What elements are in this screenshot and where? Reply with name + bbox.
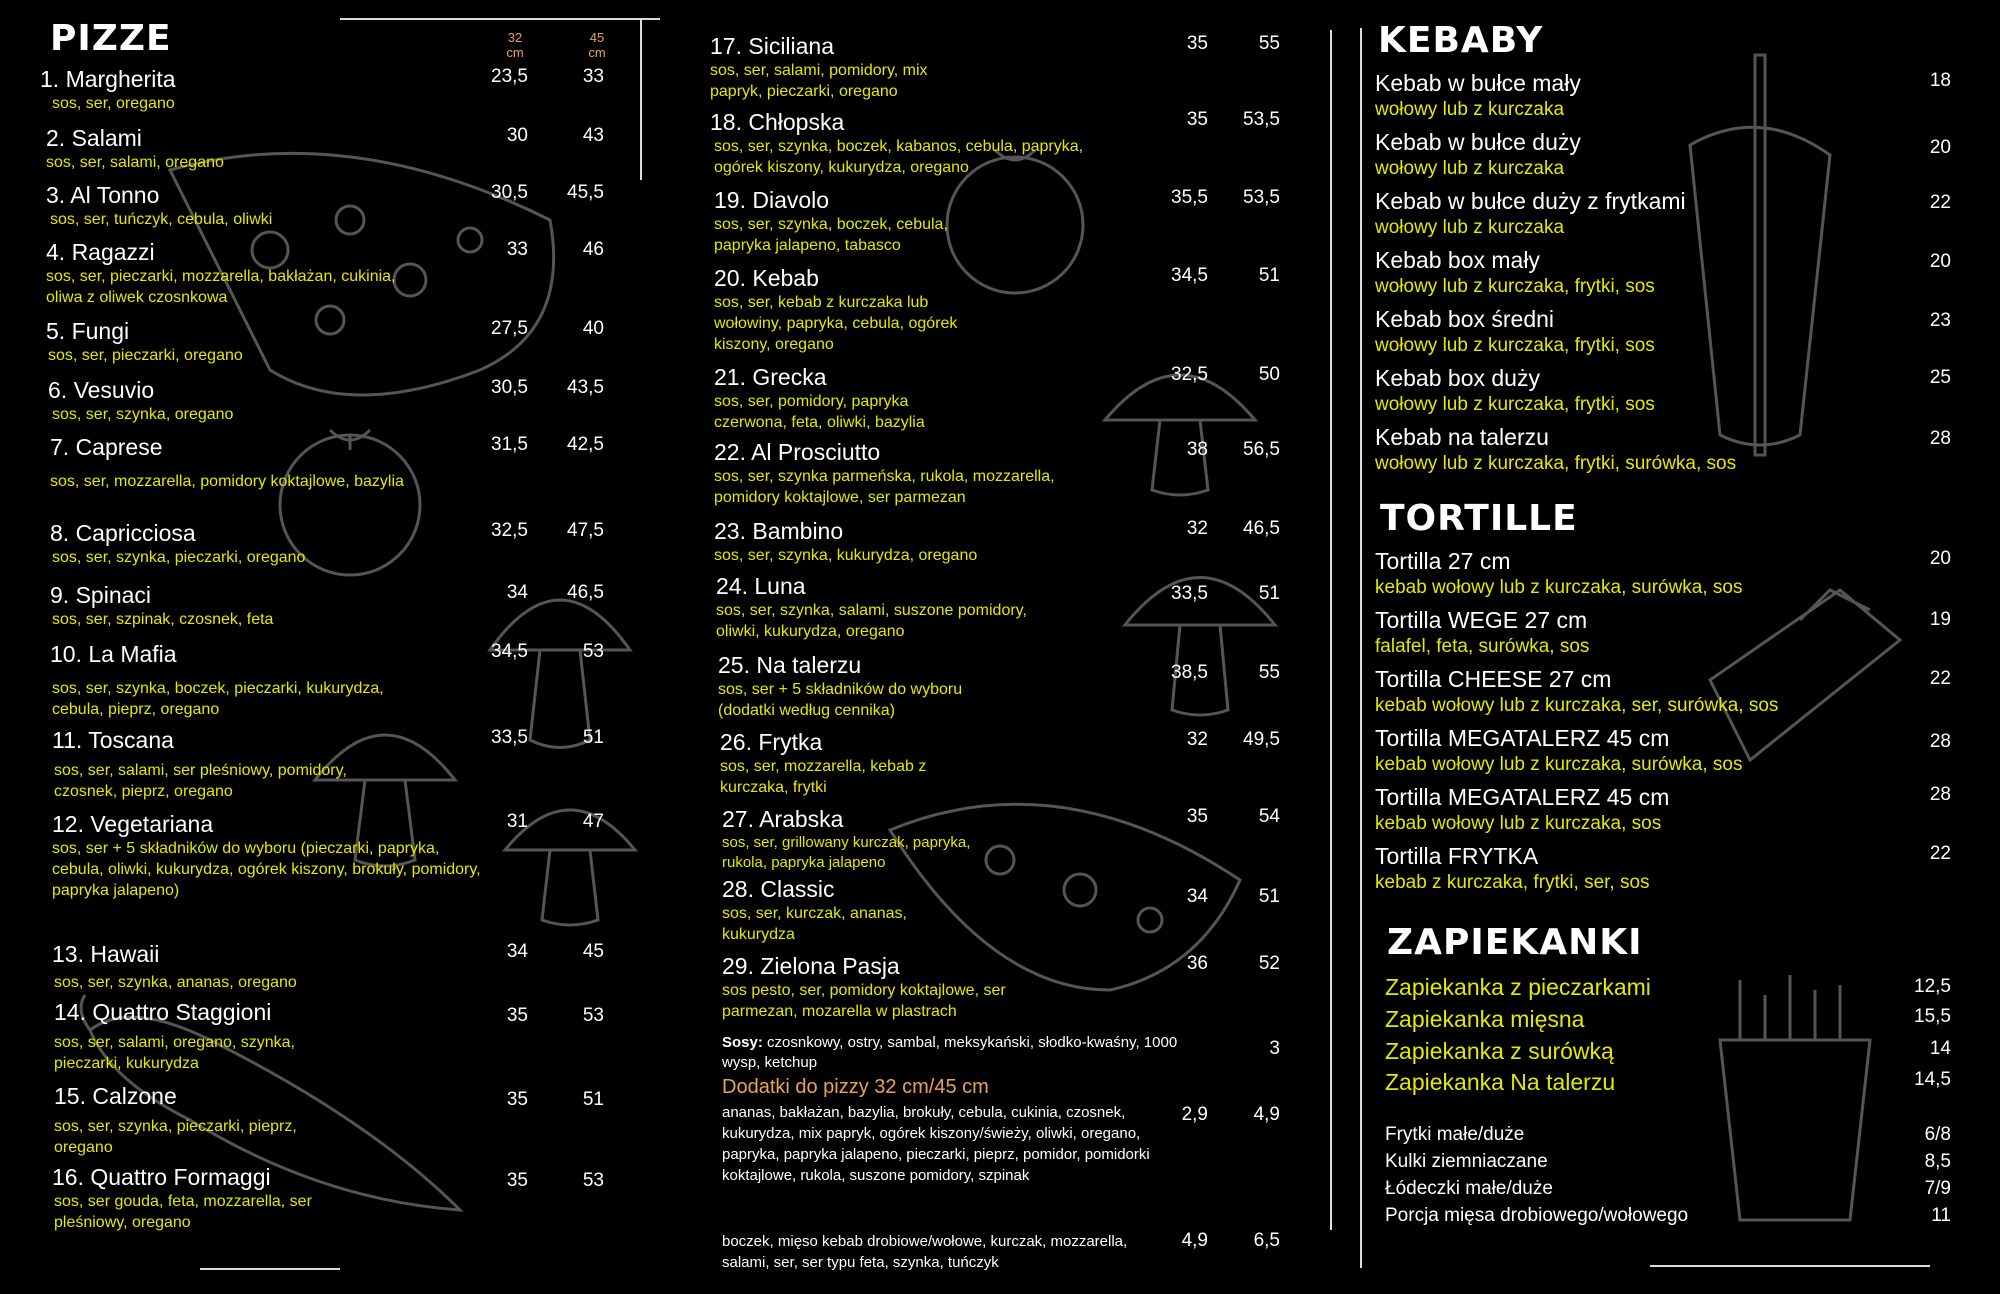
price-32: 38 bbox=[1186, 439, 1208, 460]
toppings-group-2-price-45: 6,5 bbox=[1253, 1230, 1280, 1251]
menu-item bbox=[710, 33, 1290, 102]
price-45: 53 bbox=[582, 1005, 604, 1026]
price-32: 31 bbox=[506, 811, 528, 832]
price-45: 42,5 bbox=[567, 434, 604, 455]
menu-item bbox=[710, 729, 1290, 798]
frame-line bbox=[640, 20, 642, 180]
item-desc: sos, ser, szynka, boczek, pieczarki, kukurydza, cebula, pieprz, oregano bbox=[52, 680, 384, 718]
item-desc: sos, ser gouda, feta, mozzarella, ser pleśniowy, oregano bbox=[54, 1193, 312, 1231]
price-45: 55 bbox=[1258, 662, 1280, 683]
item-name: 20. Kebab bbox=[714, 265, 819, 291]
item-name: 9. Spinaci bbox=[50, 582, 152, 608]
item-name: 15. Calzone bbox=[54, 1083, 177, 1109]
menu-item bbox=[1375, 247, 1965, 300]
item-desc: sos, ser, salami, pomidory, mix papryk, pieczarki, oregano bbox=[710, 62, 928, 100]
item-price: 12,5 bbox=[1914, 976, 1951, 997]
price-45: 51 bbox=[1258, 886, 1280, 907]
menu-item bbox=[40, 239, 640, 308]
price-45: 51 bbox=[1258, 265, 1280, 286]
item-name: 10. La Mafia bbox=[50, 641, 177, 667]
menu-item bbox=[1375, 1151, 1965, 1173]
item-price: 7/9 bbox=[1924, 1178, 1951, 1199]
menu-item bbox=[1375, 365, 1965, 418]
item-desc: sos, ser, salami, oregano, szynka, pieczarki, kukurydza bbox=[54, 1034, 295, 1072]
menu-item bbox=[40, 727, 640, 802]
pizze-title: PIZZE bbox=[50, 18, 172, 59]
price-45: 49,5 bbox=[1243, 729, 1280, 750]
price-45: 51 bbox=[582, 727, 604, 748]
menu-item bbox=[710, 439, 1290, 508]
item-name: Kebab w bułce mały bbox=[1375, 70, 1581, 96]
menu-item bbox=[40, 434, 640, 492]
price-45: 50 bbox=[1258, 364, 1280, 385]
item-desc: sos, ser, szynka, oregano bbox=[52, 406, 234, 423]
price-32: 35 bbox=[506, 1170, 528, 1191]
menu-item bbox=[710, 518, 1290, 566]
item-desc: wołowy lub z kurczaka, frytki, sos bbox=[1375, 335, 1655, 356]
item-name: 8. Capricciosa bbox=[50, 520, 196, 546]
menu-item bbox=[40, 1164, 640, 1233]
toppings-group-2: boczek, mięso kebab drobiowe/wołowe, kurczak, mozzarella, salami, ser, ser typu feta, szynka, tuńczyk bbox=[722, 1233, 1128, 1271]
item-price: 14,5 bbox=[1914, 1069, 1951, 1090]
item-name: Tortilla MEGATALERZ 45 cm bbox=[1375, 784, 1670, 810]
item-desc: sos, ser, szynka, boczek, cebula, papryka jalapeno, tabasco bbox=[714, 216, 948, 254]
item-name: 16. Quattro Formaggi bbox=[52, 1164, 271, 1190]
tortille-title: TORTILLE bbox=[1380, 498, 1578, 539]
item-desc: kebab wołowy lub z kurczaka, surówka, sos bbox=[1375, 577, 1743, 598]
zapiekanki-title: ZAPIEKANKI bbox=[1387, 922, 1643, 963]
menu-item bbox=[710, 265, 1290, 355]
item-desc: sos, ser, salami, ser pleśniowy, pomidory, czosnek, pieprz, oregano bbox=[54, 762, 347, 800]
item-name: 21. Grecka bbox=[714, 364, 827, 390]
toppings-group-1-price-32: 2,9 bbox=[1181, 1104, 1208, 1125]
menu-item bbox=[1375, 306, 1965, 359]
price-45: 45,5 bbox=[567, 182, 604, 203]
menu-item bbox=[1375, 1006, 1965, 1033]
item-name: Tortilla 27 cm bbox=[1375, 548, 1511, 574]
price-45: 53 bbox=[582, 1170, 604, 1191]
price-45: 43,5 bbox=[567, 377, 604, 398]
item-name: 1. Margherita bbox=[40, 66, 176, 92]
price-45: 53,5 bbox=[1243, 187, 1280, 208]
item-desc: sos, ser, kurczak, ananas, kukurydza bbox=[722, 905, 907, 943]
item-name: Kebab box średni bbox=[1375, 306, 1555, 332]
item-desc: sos, ser, oregano bbox=[52, 95, 175, 112]
size-32-header: 32 cm bbox=[506, 30, 524, 60]
price-45: 56,5 bbox=[1243, 439, 1280, 460]
price-32: 34,5 bbox=[1171, 265, 1208, 286]
item-name: 13. Hawaii bbox=[52, 941, 160, 967]
item-name: 12. Vegetariana bbox=[52, 811, 214, 837]
item-desc: sos, ser, szynka, kukurydza, oregano bbox=[714, 547, 978, 564]
price-45: 40 bbox=[582, 318, 604, 339]
item-desc: sos, ser, pomidory, papryka czerwona, feta, oliwki, bazylia bbox=[714, 393, 925, 431]
item-price: 8,5 bbox=[1924, 1151, 1951, 1172]
item-desc: kebab wołowy lub z kurczaka, sos bbox=[1375, 813, 1662, 834]
menu-item bbox=[40, 641, 640, 720]
price-32: 35 bbox=[506, 1089, 528, 1110]
item-name: Zapiekanka Na talerzu bbox=[1385, 1069, 1616, 1095]
toppings-group-1-price-45: 4,9 bbox=[1253, 1104, 1280, 1125]
price-32: 30,5 bbox=[491, 377, 528, 398]
item-name: Frytki małe/duże bbox=[1385, 1124, 1525, 1145]
menu-item bbox=[1375, 129, 1965, 182]
item-name: 19. Diavolo bbox=[714, 187, 830, 213]
sauces-price: 3 bbox=[1269, 1038, 1280, 1059]
item-desc: sos, ser, mozzarella, kebab z kurczaka, frytki bbox=[720, 758, 927, 796]
item-price: 15,5 bbox=[1914, 1006, 1951, 1027]
item-price: 22 bbox=[1929, 192, 1951, 213]
price-32: 34 bbox=[506, 582, 528, 603]
item-price: 19 bbox=[1929, 609, 1951, 630]
price-32: 33,5 bbox=[1171, 583, 1208, 604]
item-price: 28 bbox=[1929, 784, 1951, 805]
item-price: 6/8 bbox=[1924, 1124, 1951, 1145]
item-name: Kebab box mały bbox=[1375, 247, 1540, 273]
item-name: 28. Classic bbox=[722, 876, 835, 902]
item-name: Kebab box duży bbox=[1375, 365, 1540, 391]
price-32: 32,5 bbox=[1171, 364, 1208, 385]
price-32: 30,5 bbox=[491, 182, 528, 203]
item-price: 22 bbox=[1929, 668, 1951, 689]
price-45: 54 bbox=[1258, 806, 1280, 827]
item-desc: sos, ser + 5 składników do wyboru (dodatki według cennika) bbox=[718, 681, 963, 719]
item-desc: sos, ser, salami, oregano bbox=[46, 154, 224, 171]
price-45: 46 bbox=[582, 239, 604, 260]
menu-item bbox=[710, 953, 1290, 1022]
item-name: Zapiekanka z pieczarkami bbox=[1385, 974, 1651, 1000]
item-name: Tortilla CHEESE 27 cm bbox=[1375, 666, 1612, 692]
item-name: Porcja mięsa drobiowego/wołowego bbox=[1385, 1205, 1689, 1226]
menu-item bbox=[1375, 607, 1965, 660]
item-name: 17. Siciliana bbox=[710, 33, 835, 59]
item-name: 26. Frytka bbox=[720, 729, 823, 755]
item-name: Tortilla WEGE 27 cm bbox=[1375, 607, 1588, 633]
pizza-column-2 bbox=[710, 0, 1290, 1294]
price-32: 31,5 bbox=[491, 434, 528, 455]
item-desc: wołowy lub z kurczaka, frytki, sos bbox=[1375, 276, 1655, 297]
item-name: 4. Ragazzi bbox=[46, 239, 155, 265]
menu-item bbox=[1375, 70, 1965, 123]
frame-line bbox=[1330, 30, 1332, 1230]
item-desc: wołowy lub z kurczaka bbox=[1375, 217, 1565, 238]
price-45: 47,5 bbox=[567, 520, 604, 541]
item-name: 2. Salami bbox=[46, 125, 142, 151]
price-45: 55 bbox=[1258, 33, 1280, 54]
price-45: 47 bbox=[582, 811, 604, 832]
item-price: 20 bbox=[1929, 548, 1951, 569]
frame-line bbox=[1360, 28, 1362, 1268]
item-price: 28 bbox=[1929, 731, 1951, 752]
price-32: 35 bbox=[506, 1005, 528, 1026]
price-32: 35,5 bbox=[1171, 187, 1208, 208]
item-desc: sos pesto, ser, pomidory koktajlowe, ser parmezan, mozarella w plastrach bbox=[722, 982, 1006, 1020]
item-price: 20 bbox=[1929, 137, 1951, 158]
item-name: Kebab w bułce duży bbox=[1375, 129, 1581, 155]
item-price: 25 bbox=[1929, 367, 1951, 388]
item-name: Tortilla MEGATALERZ 45 cm bbox=[1375, 725, 1670, 751]
price-32: 34 bbox=[1186, 886, 1208, 907]
price-32: 32 bbox=[1186, 518, 1208, 539]
item-desc: wołowy lub z kurczaka, frytki, surówka, sos bbox=[1375, 453, 1737, 474]
item-name: Zapiekanka mięsna bbox=[1385, 1006, 1585, 1032]
kebaby-title: KEBABY bbox=[1378, 20, 1544, 61]
item-price: 28 bbox=[1929, 428, 1951, 449]
item-name: Tortilla FRYTKA bbox=[1375, 843, 1539, 869]
menu-item bbox=[1375, 974, 1965, 1001]
item-desc: sos, ser, kebab z kurczaka lub wołowiny, papryka, cebula, ogórek kiszony, oregano bbox=[714, 294, 958, 353]
menu-item bbox=[40, 125, 640, 173]
item-price: 11 bbox=[1931, 1205, 1951, 1226]
size-45-header: 45 cm bbox=[588, 30, 606, 60]
item-name: 14. Quattro Staggioni bbox=[54, 999, 272, 1025]
item-desc: kebab wołowy lub z kurczaka, ser, surówka, sos bbox=[1375, 695, 1779, 716]
menu-item bbox=[1375, 424, 1965, 477]
toppings-group-1: ananas, bakłażan, bazylia, brokuły, cebula, cukinia, czosnek, kukurydza, mix papryk, ogórek kiszony/świeży, oliwki, oregano, papryka, papryka jalapeno, pieczarki, pieprz, pomidor, pomidorki koktajlowe, rukola, suszone pomidory, szpinak bbox=[722, 1104, 1150, 1184]
price-45: 33 bbox=[582, 66, 604, 87]
item-name: 29. Zielona Pasja bbox=[722, 953, 900, 979]
price-32: 38,5 bbox=[1171, 662, 1208, 683]
price-45: 46,5 bbox=[1243, 518, 1280, 539]
menu-item bbox=[710, 652, 1290, 721]
price-32: 34,5 bbox=[491, 641, 528, 662]
item-name: 25. Na talerzu bbox=[718, 652, 862, 678]
item-name: 5. Fungi bbox=[46, 318, 130, 344]
item-price: 23 bbox=[1929, 310, 1951, 331]
price-32: 32,5 bbox=[491, 520, 528, 541]
item-desc: sos, ser, mozzarella, pomidory koktajlowe, bazylia bbox=[50, 473, 404, 490]
sauces-info bbox=[722, 1033, 1192, 1073]
item-name: Łódeczki małe/duże bbox=[1385, 1178, 1553, 1199]
menu-item bbox=[710, 573, 1290, 642]
price-32: 33 bbox=[506, 239, 528, 260]
item-price: 18 bbox=[1929, 70, 1951, 91]
price-32: 27,5 bbox=[491, 318, 528, 339]
item-desc: sos, ser, pieczarki, oregano bbox=[48, 347, 243, 364]
menu-item bbox=[40, 1083, 640, 1158]
menu-item bbox=[1375, 1038, 1965, 1065]
item-name: 23. Bambino bbox=[714, 518, 844, 544]
price-45: 53,5 bbox=[1243, 109, 1280, 130]
menu-item bbox=[40, 520, 640, 568]
price-45: 45 bbox=[582, 941, 604, 962]
item-name: Zapiekanka z surówką bbox=[1385, 1038, 1614, 1064]
price-32: 36 bbox=[1186, 953, 1208, 974]
item-desc: sos, ser, tuńczyk, cebula, oliwki bbox=[50, 211, 273, 228]
price-45: 53 bbox=[582, 641, 604, 662]
price-32: 35 bbox=[1186, 806, 1208, 827]
item-price: 14 bbox=[1929, 1038, 1951, 1059]
item-desc: wołowy lub z kurczaka bbox=[1375, 99, 1565, 120]
item-name: Kulki ziemniaczane bbox=[1385, 1151, 1548, 1172]
menu-item bbox=[40, 811, 640, 901]
price-32: 23,5 bbox=[491, 66, 528, 87]
item-name: 22. Al Prosciutto bbox=[714, 439, 881, 465]
menu-item bbox=[1375, 1205, 1965, 1227]
toppings-title: Dodatki do pizzy 32 cm/45 cm bbox=[722, 1076, 989, 1098]
menu-item bbox=[1375, 666, 1965, 719]
menu-item bbox=[1375, 784, 1965, 837]
item-desc: sos, ser, szynka, ananas, oregano bbox=[54, 974, 297, 991]
item-desc: sos, ser, szynka, pieczarki, oregano bbox=[52, 549, 306, 566]
price-32: 33,5 bbox=[491, 727, 528, 748]
menu-item bbox=[710, 109, 1290, 178]
item-desc: sos, ser, szynka parmeńska, rukola, mozzarella, pomidory koktajlowe, ser parmezan bbox=[714, 468, 1055, 506]
item-name: 18. Chłopska bbox=[710, 109, 845, 135]
item-name: 24. Luna bbox=[716, 573, 806, 599]
item-desc: wołowy lub z kurczaka, frytki, sos bbox=[1375, 394, 1655, 415]
sauces-list: czosnkowy, ostry, sambal, meksykański, słodko-kwaśny, 1000 wysp, ketchup bbox=[722, 1034, 1178, 1071]
right-column bbox=[1375, 0, 1965, 1294]
menu-item bbox=[1375, 1124, 1965, 1146]
price-32: 35 bbox=[1186, 33, 1208, 54]
item-name: 11. Toscana bbox=[52, 727, 174, 753]
menu-item bbox=[1375, 725, 1965, 778]
price-45: 43 bbox=[582, 125, 604, 146]
pizza-column-1 bbox=[40, 0, 640, 1294]
sauces-label: Sosy: bbox=[722, 1034, 763, 1051]
price-45: 51 bbox=[582, 1089, 604, 1110]
item-desc: sos, ser, szynka, boczek, kabanos, cebula, papryka, ogórek kiszony, kukurydza, oregano bbox=[714, 138, 1084, 176]
menu-item bbox=[40, 999, 640, 1074]
item-price: 22 bbox=[1929, 843, 1951, 864]
item-name: 6. Vesuvio bbox=[48, 377, 155, 403]
item-name: 7. Caprese bbox=[50, 434, 163, 460]
menu-item bbox=[710, 876, 1290, 945]
menu-item bbox=[1375, 843, 1965, 896]
menu-item bbox=[40, 582, 640, 630]
menu-item bbox=[710, 806, 1290, 873]
item-desc: kebab z kurczaka, frytki, ser, sos bbox=[1375, 872, 1650, 893]
price-32: 35 bbox=[1186, 109, 1208, 130]
menu-item bbox=[40, 66, 640, 114]
item-desc: sos, ser, szynka, salami, suszone pomidory, oliwki, kukurydza, oregano bbox=[716, 602, 1027, 640]
item-desc: wołowy lub z kurczaka bbox=[1375, 158, 1565, 179]
item-desc: sos, ser, szynka, pieczarki, pieprz, oregano bbox=[54, 1118, 297, 1156]
menu-item bbox=[1375, 188, 1965, 241]
item-desc: sos, ser, pieczarki, mozzarella, bakłażan, cukinia, oliwa z oliwek czosnkowa bbox=[46, 268, 396, 306]
menu-item bbox=[40, 941, 640, 993]
toppings-group-2-price-32: 4,9 bbox=[1181, 1230, 1208, 1251]
item-desc: sos, ser, grillowany kurczak, papryka, rukola, papryka jalapeno bbox=[722, 834, 971, 871]
menu-item bbox=[1375, 1069, 1965, 1096]
item-name: Kebab na talerzu bbox=[1375, 424, 1549, 450]
price-45: 51 bbox=[1258, 583, 1280, 604]
price-45: 46,5 bbox=[567, 582, 604, 603]
price-32: 34 bbox=[506, 941, 528, 962]
price-32: 32 bbox=[1186, 729, 1208, 750]
menu-item bbox=[40, 377, 640, 425]
price-32: 30 bbox=[506, 125, 528, 146]
item-desc: sos, ser + 5 składników do wyboru (pieczarki, papryka, cebula, oliwki, kukurydza, ogórek kiszony, brokuły, pomidory, papryka jalapeno) bbox=[52, 840, 481, 899]
item-name: Kebab w bułce duży z frytkami bbox=[1375, 188, 1686, 214]
item-price: 20 bbox=[1929, 251, 1951, 272]
price-45: 52 bbox=[1258, 953, 1280, 974]
menu-item bbox=[40, 182, 640, 230]
menu-item bbox=[1375, 1178, 1965, 1200]
menu-item bbox=[40, 318, 640, 366]
item-desc: sos, ser, szpinak, czosnek, feta bbox=[52, 611, 274, 628]
item-desc: kebab wołowy lub z kurczaka, surówka, sos bbox=[1375, 754, 1743, 775]
menu-item bbox=[1375, 548, 1965, 601]
item-name: 27. Arabska bbox=[722, 806, 844, 832]
item-desc: falafel, feta, surówka, sos bbox=[1375, 636, 1590, 657]
menu-item bbox=[710, 187, 1290, 256]
item-name: 3. Al Tonno bbox=[46, 182, 160, 208]
menu-item bbox=[710, 364, 1290, 433]
